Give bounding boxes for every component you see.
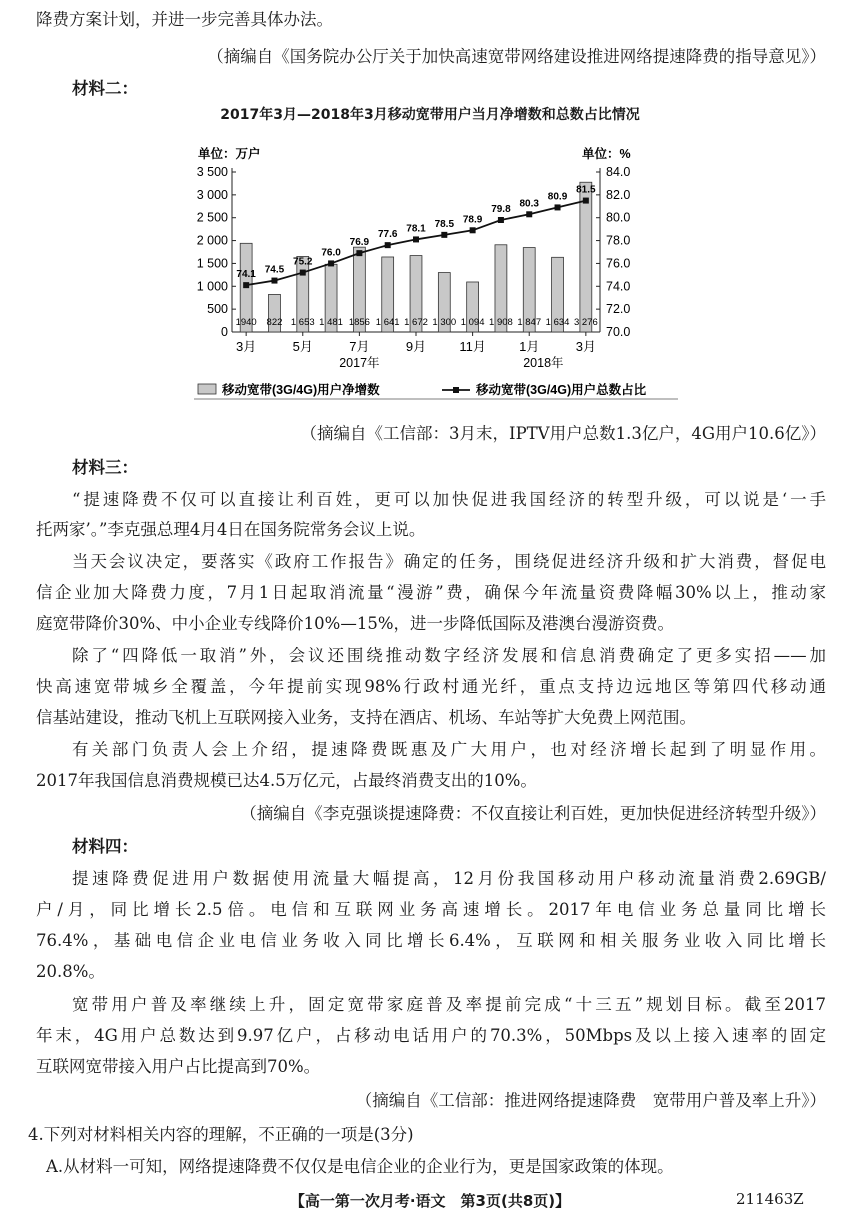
y-left-tick-label: 1 000 (196, 279, 228, 294)
y-left-unit-label: 单位：万户 (198, 147, 261, 161)
line-point-label: 76.0 (321, 247, 341, 259)
paragraph-line: 年末，4G用户总数达到9.97亿户，占移动电话用户的70.3%，50Mbps及以上接入速率的固定 (36, 1026, 826, 1045)
line-point (498, 217, 504, 223)
paragraph-line: 2017年我国信息消费规模已达4.5万亿元，占最终消费支出的10%。 (36, 771, 537, 790)
bar-value-label: 1 481 (319, 317, 343, 328)
line-point (555, 204, 561, 210)
bar-value-label: 1 653 (290, 317, 315, 328)
paragraph-line: 20.8%。 (36, 962, 105, 981)
line-point-label: 81.5 (576, 184, 596, 196)
material-2-heading: 材料二： (72, 79, 138, 98)
line-point-label: 78.5 (434, 218, 455, 230)
legend-line-label: 移动宽带(3G/4G)用户总数占比 (476, 383, 647, 397)
y-right-tick-label: 80.0 (606, 210, 631, 225)
y-right-tick-label: 76.0 (606, 256, 631, 271)
y-left-tick-label: 2 500 (196, 210, 228, 225)
bar-value-label: 1 094 (460, 317, 485, 328)
paragraph-line: 宽带用户普及率继续上升，固定宽带家庭普及率提前完成“十三五”规划目标。截至2017 (72, 995, 826, 1014)
x-tick-label: 7月 (349, 339, 370, 354)
citation-4: （摘编自《工信部：推进网络提速降费 宽带用户普及率上升》） (355, 1091, 826, 1110)
line-point (385, 242, 391, 248)
bar-value-label: 1 634 (545, 317, 570, 328)
line-point (441, 232, 447, 238)
y-left-tick-label: 3 500 (196, 165, 228, 179)
paragraph-line: “提速降费不仅可以直接让利百姓，更可以加快促进我国经济的转型升级，可以说是‘一手 (72, 490, 826, 509)
line-point (300, 270, 306, 276)
citation-1: （摘编自《国务院办公厅关于加快高速宽带网络建设推进网络提速降费的指导意见》） (207, 47, 826, 66)
line-point-label: 75.2 (293, 256, 313, 268)
footer-page-info: 【高一第一次月考·语文 第3页(共8页)】 (289, 1192, 571, 1210)
y-right-tick-label: 84.0 (606, 165, 631, 179)
line-point (328, 260, 334, 266)
bar (580, 182, 592, 332)
question-4: 4.下列对材料相关内容的理解，不正确的一项是(3分) (28, 1125, 414, 1144)
legend-line-marker (453, 387, 459, 393)
line-point-label: 76.9 (349, 237, 370, 249)
paragraph-line: 庭宽带降价30%、中小企业专线降价10%—15%，进一步降低国际及港澳台漫游资费。 (36, 614, 675, 633)
line-point (413, 236, 419, 242)
line-point-label: 74.5 (264, 264, 285, 276)
y-left-tick-label: 2 000 (196, 233, 228, 248)
paragraph-line: 除了“四降低一取消”外，会议还围绕推动数字经济发展和信息消费确定了更多实招——加 (72, 646, 826, 665)
material-3-heading: 材料三： (72, 458, 138, 477)
line-point-label: 78.1 (406, 223, 426, 235)
x-year-label: 2017年 (339, 356, 380, 370)
y-left-tick-label: 500 (207, 302, 228, 317)
bar-value-label: 1856 (348, 317, 370, 328)
line-point-label: 80.9 (547, 191, 568, 203)
x-tick-label: 3月 (236, 339, 257, 354)
bar-value-label: 3 276 (573, 317, 598, 328)
broadband-chart (180, 136, 700, 406)
x-tick-label: 9月 (405, 339, 427, 354)
line-point-label: 79.8 (491, 204, 511, 215)
line-point-label: 80.3 (519, 198, 539, 210)
y-right-tick-label: 74.0 (606, 279, 631, 294)
question-4-option-a: A.从材料一可知，网络提速降费不仅仅是电信企业的企业行为，更是国家政策的体现。 (46, 1157, 674, 1176)
paragraph-line: 76.4%，基础电信企业电信业务收入同比增长6.4%，互联网和相关服务业收入同比增长 (36, 931, 826, 950)
bar-value-label: 1 672 (404, 317, 428, 328)
line-point-label: 74.1 (236, 269, 256, 281)
bar-value-label: 1940 (235, 317, 257, 328)
line-point-label: 78.9 (462, 214, 483, 226)
y-right-tick-label: 70.0 (606, 325, 631, 339)
y-right-tick-label: 72.0 (606, 302, 631, 317)
bar-value-label: 1 300 (432, 317, 457, 328)
text-line: 降费方案计划，并进一步完善具体办法。 (36, 10, 333, 29)
footer-code: 211463Z (736, 1190, 804, 1208)
y-left-tick-label: 3 000 (196, 187, 228, 202)
y-left-tick-label: 0 (221, 325, 228, 339)
line-point (271, 278, 277, 284)
y-right-tick-label: 78.0 (606, 233, 631, 248)
y-right-tick-label: 82.0 (606, 187, 631, 202)
paragraph-line: 信基站建设，推动飞机上互联网接入业务，支持在酒店、机场、车站等扩大免费上网范围。 (36, 708, 696, 727)
line-point-label: 77.6 (377, 229, 398, 241)
line-point (583, 198, 589, 204)
x-tick-label: 3月 (575, 339, 596, 354)
paragraph-line: 当天会议决定，要落实《政府工作报告》确定的任务，围绕促进经济升级和扩大消费，督促电 (72, 552, 826, 571)
legend-bar-label: 移动宽带(3G/4G)用户净增数 (222, 383, 380, 397)
legend-bar-swatch (198, 384, 216, 394)
paragraph-line: 有关部门负责人会上介绍，提速降费既惠及广大用户，也对经济增长起到了明显作用。 (72, 740, 826, 759)
line-point (356, 250, 362, 256)
material-4-heading: 材料四： (72, 837, 138, 856)
x-tick-label: 5月 (292, 339, 313, 354)
citation-3: （摘编自《李克强谈提速降费：不仅直接让利百姓，更加快促进经济转型升级》） (240, 804, 826, 823)
paragraph-line: 快高速宽带城乡全覆盖，今年提前实现98%行政村通光纤，重点支持边远地区等第四代移动通 (36, 677, 826, 696)
paragraph-line: 托两家’。”李克强总理4月4日在国务院常务会议上说。 (36, 520, 426, 539)
paragraph-line: 户/月，同比增长2.5倍。电信和互联网业务高速增长。2017年电信业务总量同比增长 (36, 900, 826, 919)
paragraph-line: 信企业加大降费力度，7月1日起取消流量“漫游”费，确保今年流量资费降幅30%以上，推动家 (36, 583, 826, 602)
x-tick-label: 11月 (459, 339, 486, 354)
bar-value-label: 1 847 (517, 317, 542, 328)
line-point (243, 282, 249, 288)
bar-value-label: 822 (266, 317, 283, 328)
bar-value-label: 1 641 (375, 317, 400, 328)
paragraph-line: 互联网宽带接入用户占比提高到70%。 (36, 1057, 321, 1076)
bar-value-label: 1 908 (489, 317, 513, 328)
y-left-tick-label: 1 500 (196, 256, 228, 271)
chart-title: 2017年3月—2018年3月移动宽带用户当月净增数和总数占比情况 (220, 107, 640, 123)
paragraph-line: 提速降费促进用户数据使用流量大幅提高，12月份我国移动用户移动流量消费2.69GB/ (72, 869, 826, 888)
x-year-label: 2018年 (523, 356, 564, 370)
x-tick-label: 1月 (519, 339, 540, 354)
line-point (470, 227, 476, 233)
y-right-unit-label: 单位：% (582, 147, 631, 161)
line-point (526, 211, 532, 217)
citation-2: （摘编自《工信部：3月末，IPTV用户总数1.3亿户，4G用户10.6亿》） (300, 424, 826, 443)
